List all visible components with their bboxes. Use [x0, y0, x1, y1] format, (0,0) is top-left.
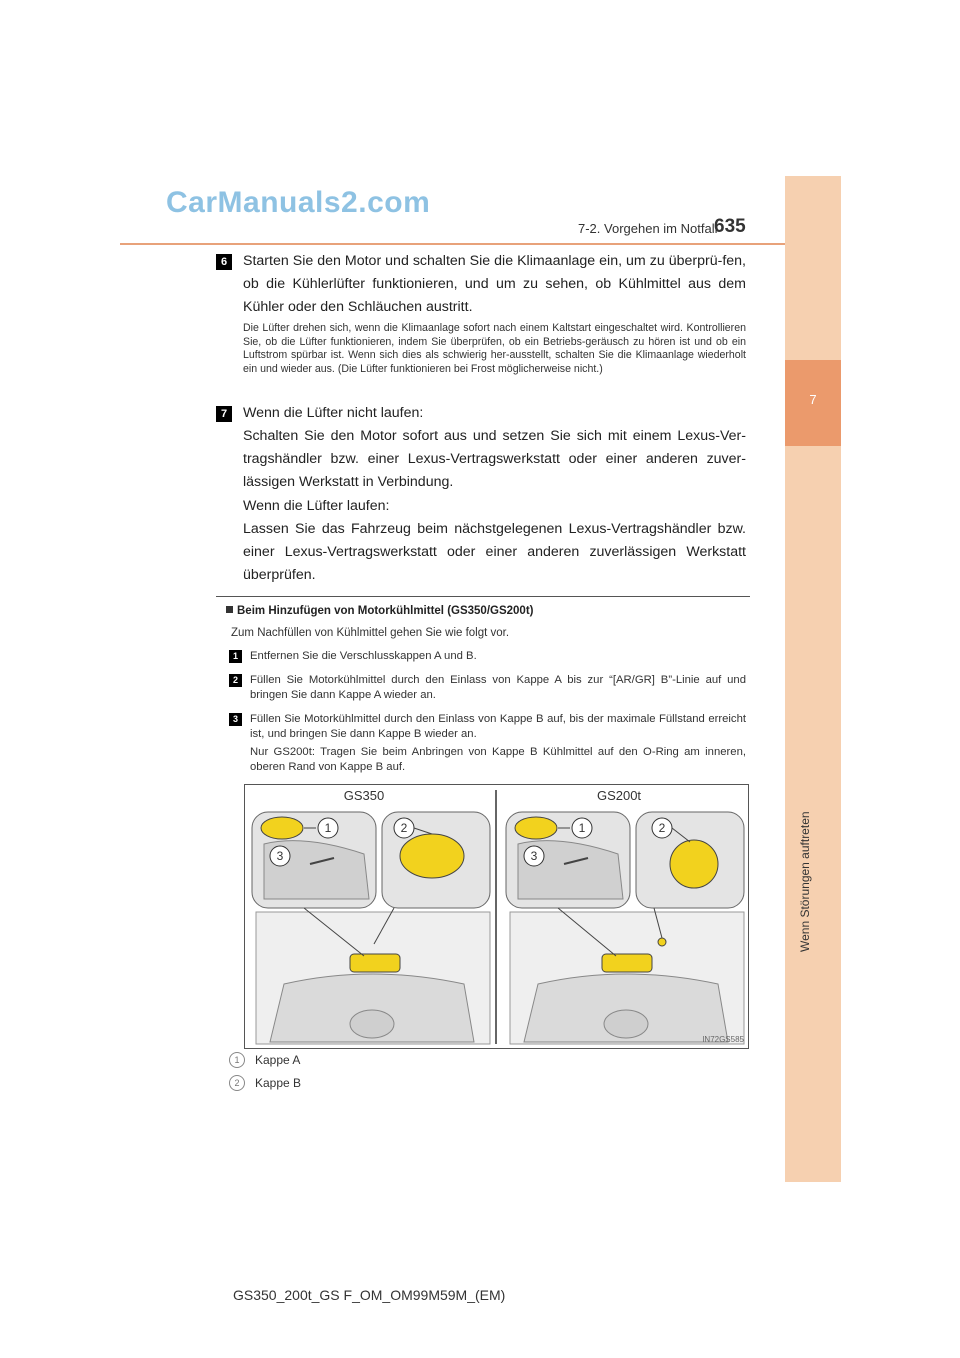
gs200t-callout-2-label: 2	[658, 821, 666, 835]
gs350-callout-2-label: 2	[400, 821, 408, 835]
step-7-line3: Wenn die Lüfter laufen:	[243, 498, 390, 514]
item-badge-2: 2	[229, 674, 242, 687]
gs200t-emblem	[604, 1010, 648, 1038]
item-1-text: Entfernen Sie die Verschlusskappen A und B.	[250, 650, 477, 662]
page-number: 635	[714, 216, 746, 237]
watermark-logo: CarManuals2.com	[166, 186, 431, 219]
side-tab-bar	[785, 176, 841, 1182]
gs200t-cap-b-location	[658, 938, 666, 946]
figure-code: IN72GS585	[702, 1035, 744, 1044]
chapter-label-wrapper	[794, 720, 820, 1020]
gs350-title: GS350	[343, 788, 385, 803]
subsection-intro: Zum Nachfüllen von Kühlmittel gehen Sie wie folgt vor.	[231, 627, 510, 639]
section-divider	[216, 596, 750, 597]
header-rule	[120, 243, 785, 245]
gs200t-panel	[506, 812, 744, 1044]
gs200t-title: GS200t	[596, 788, 642, 803]
chapter-number: 7	[809, 392, 817, 407]
gs350-callout-1-label: 1	[324, 821, 332, 835]
subsection-heading	[226, 605, 533, 617]
item-3-text2: Nur GS200t: Tragen Sie beim Anbringen von Kappe B Kühlmittel auf den O-Ring am inneren, oberen Rand von Kappe B auf.	[250, 746, 746, 773]
legend-badge-2: 2	[229, 1075, 245, 1091]
gs350-reservoir-highlight	[350, 954, 400, 972]
step-badge-7: 7	[216, 406, 232, 422]
gs350-panel	[252, 812, 490, 1044]
gs350-callout-3-label: 3	[276, 849, 284, 863]
legend-label-2: Kappe B	[255, 1076, 302, 1090]
item-badge-1: 1	[229, 650, 242, 663]
gs200t-callout-1-label: 1	[578, 821, 586, 835]
item-2-text: Füllen Sie Motorkühlmittel durch den Einlass von Kappe A bis zur “[AR/GR] B”-Linie auf und bringen Sie dann Kappe A wieder an.	[250, 674, 746, 701]
legend-label-1: Kappe A	[255, 1053, 301, 1067]
step-6-note: Die Lüfter drehen sich, wenn die Klimaanlage sofort nach einem Kaltstart eingeschaltet wird. Kontrollieren Sie, ob die Lüfter funktionieren, indem Sie überprüfen, ob ein Betriebs-geräusch zu hören ist und ob ein Luftstrom spürbar ist. Wenn sich dies als schwierig her-ausstellt, schalten Sie die Klimaanlage wiederholt ein und wieder aus. (Die Lüfter funktionieren bei Frost möglicherweise nicht.)	[243, 322, 746, 375]
item-badge-3: 3	[229, 713, 242, 726]
coolant-figure	[244, 784, 749, 1049]
subsection-title: Beim Hinzufügen von Motorkühlmittel (GS350/GS200t)	[237, 605, 534, 617]
document-code: GS350_200t_GS F_OM_OM99M59M_(EM)	[233, 1287, 506, 1303]
step-7-line1: Wenn die Lüfter nicht laufen:	[243, 405, 424, 421]
legend-badge-1: 1	[229, 1052, 245, 1068]
step-badge-6: 6	[216, 254, 232, 270]
gs350-emblem	[350, 1010, 394, 1038]
chapter-label: Wenn Störungen auftreten	[798, 811, 812, 952]
gs200t-cap-b-icon	[670, 840, 718, 888]
bullet-square-icon	[226, 606, 233, 613]
section-title: 7-2. Vorgehen im Notfall	[578, 221, 718, 236]
gs350-cap-a-icon	[261, 817, 303, 839]
step-6-text: Starten Sie den Motor und schalten Sie die Klimaanlage ein, um zu überprü-fen, ob die Kühlerlüfter funktionieren, und um zu sehen, ob Kühlmittel aus dem Kühler oder den Schläuchen austritt.	[243, 253, 746, 315]
gs200t-reservoir-highlight	[602, 954, 652, 972]
gs350-cap-b-icon	[400, 834, 464, 878]
step-7-line2: Schalten Sie den Motor sofort aus und setzen Sie sich mit einem Lexus-Ver-tragshändler bzw. einer Lexus-Vertragswerkstatt oder einer anderen zuver-lässigen Werkstatt in Verbindung.	[243, 428, 746, 490]
gs200t-cap-a-icon	[515, 817, 557, 839]
item-3-text: Füllen Sie Motorkühlmittel durch den Einlass von Kappe B auf, bis der maximale Füllstand erreicht ist, und bringen Sie dann Kappe B wieder an.	[250, 713, 746, 740]
gs200t-callout-3-label: 3	[530, 849, 538, 863]
step-7-line4: Lassen Sie das Fahrzeug beim nächstgelegenen Lexus-Vertragshändler bzw. einer Lexus-Vertragswerkstatt oder einer anderen zuverlässigen Werkstatt überprüfen.	[243, 521, 746, 583]
